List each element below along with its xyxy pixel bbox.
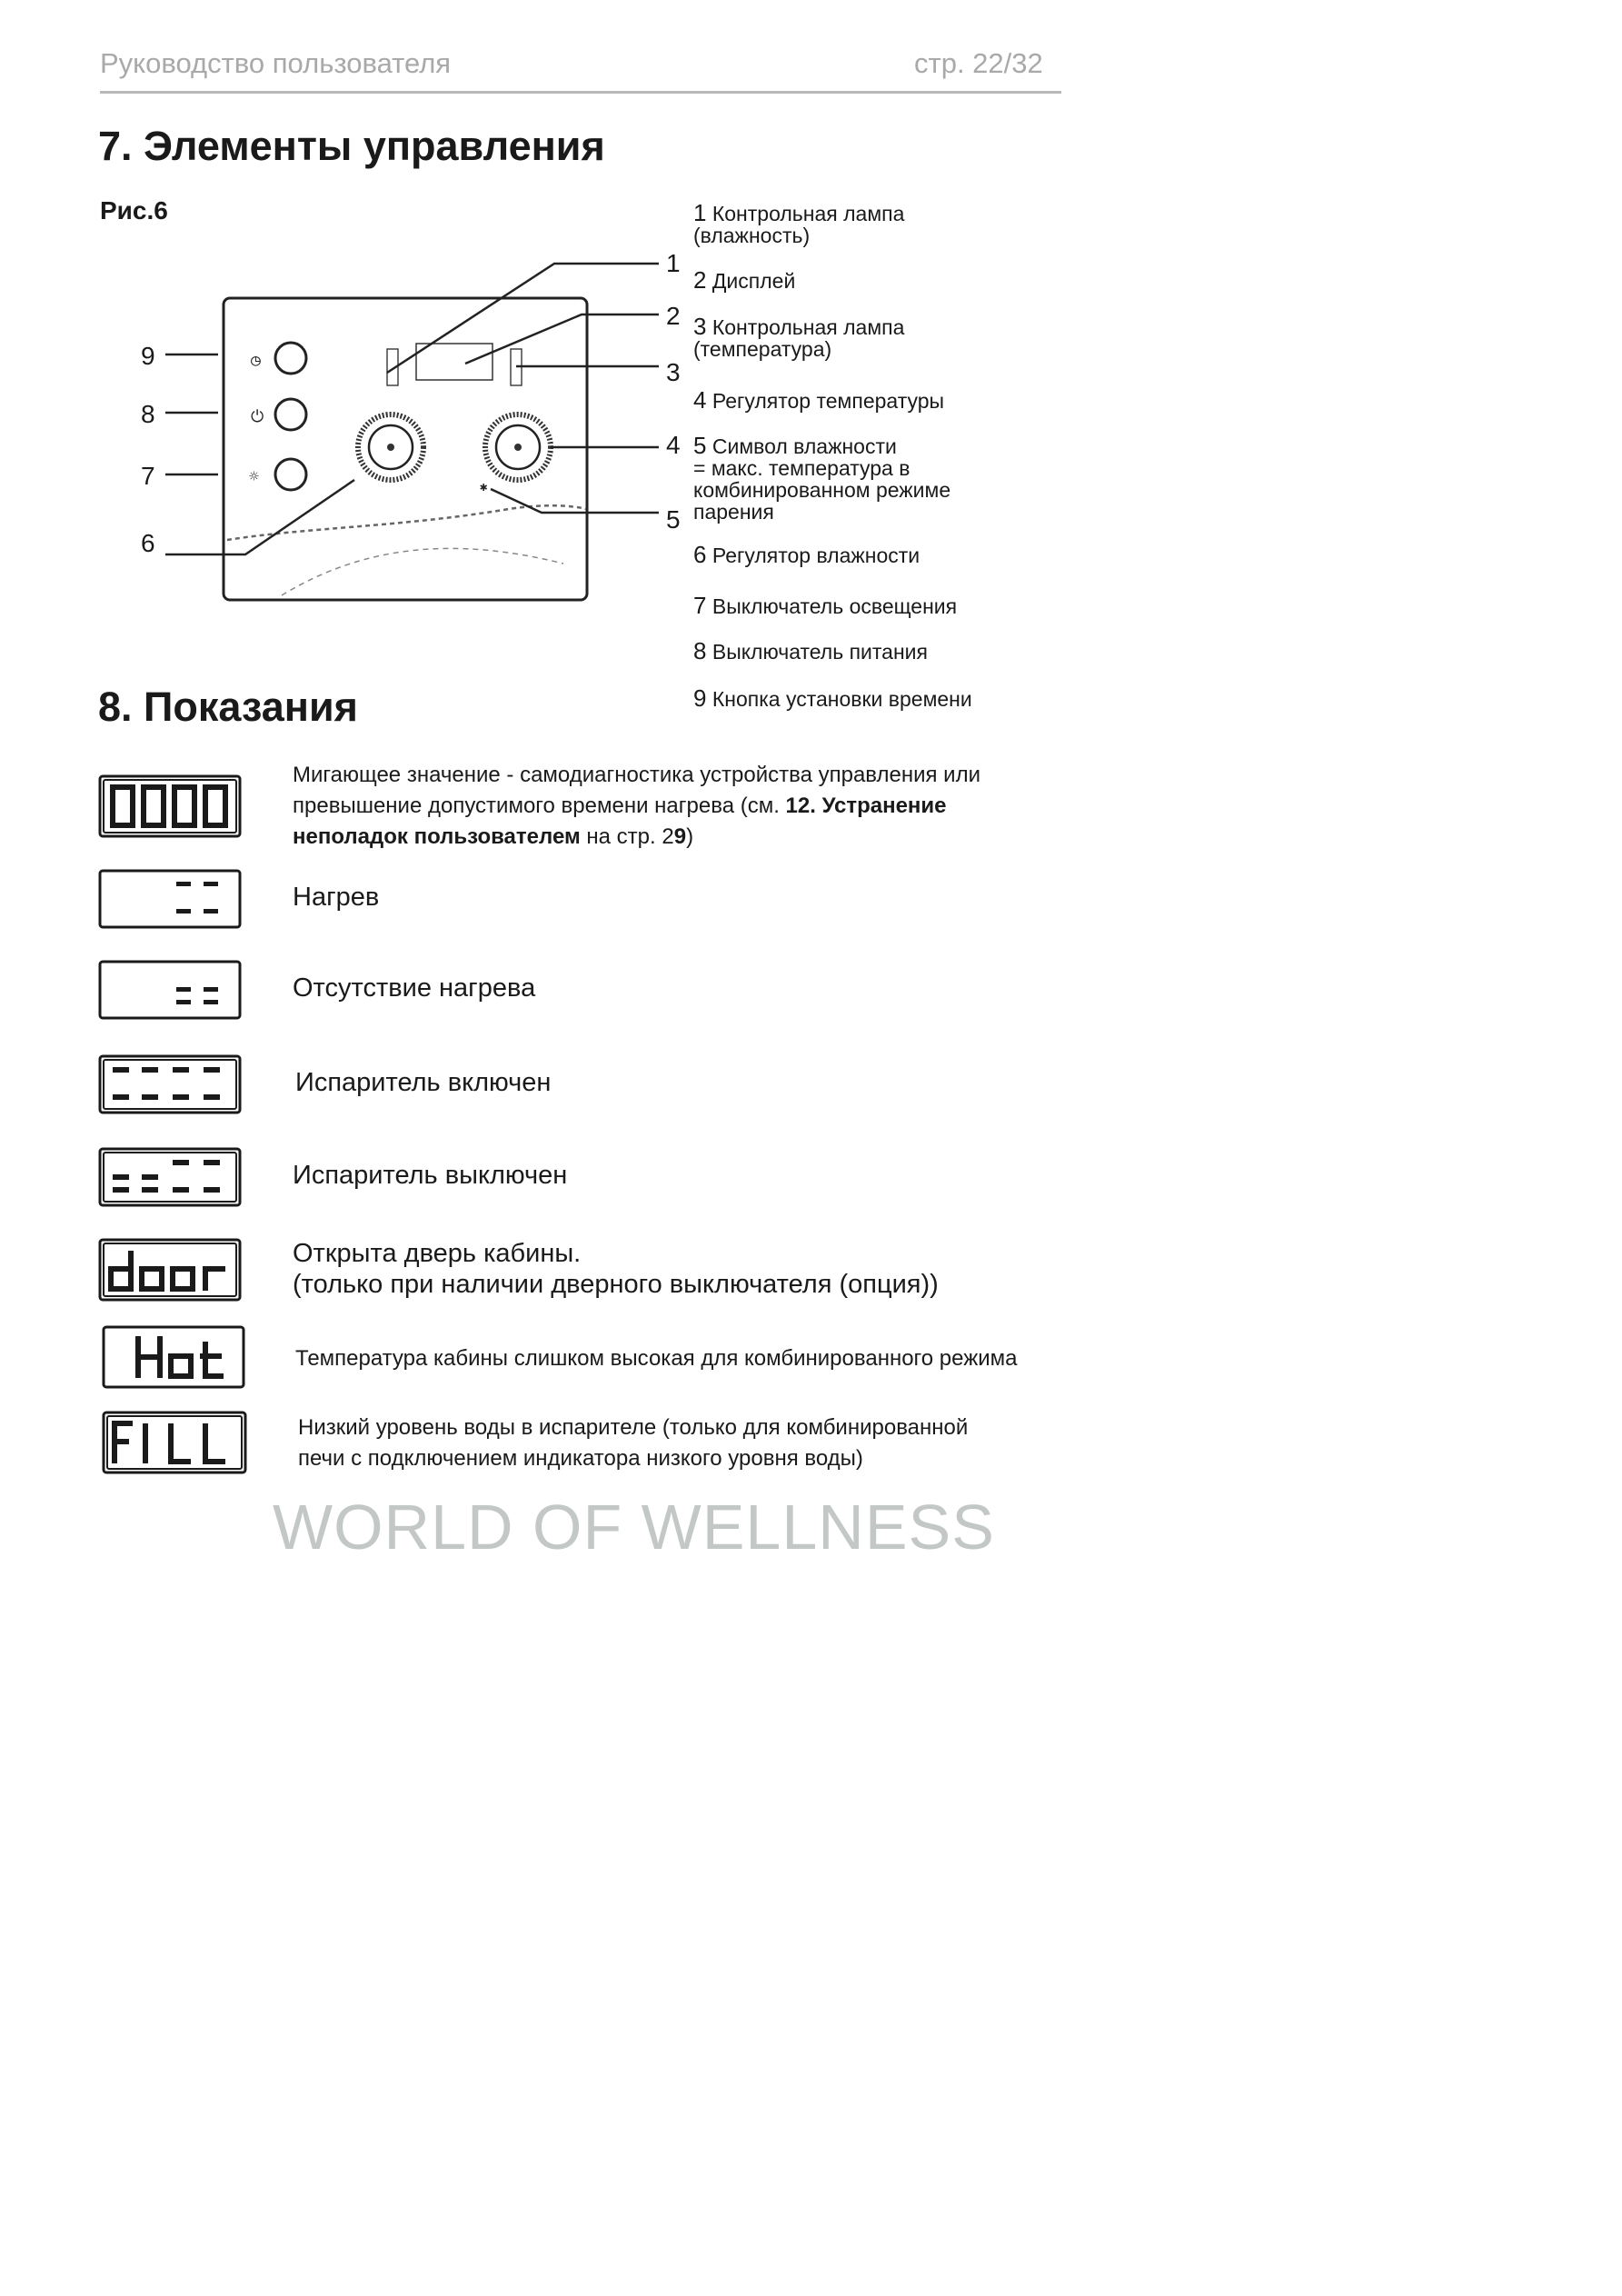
figure-label: Рис.6 xyxy=(100,196,168,225)
callout-1: 1 xyxy=(666,249,681,277)
display-description-fill: Низкий уровень воды в испарителе (только для комбинированной печи с подключением индикатора низкого уровня воды) xyxy=(298,1415,969,1471)
display-description-hot: Температура кабины слишком высокая для комбинированного режима xyxy=(295,1346,1018,1371)
callout-3: 3 xyxy=(666,358,681,386)
display-glyph-hot xyxy=(102,1325,245,1389)
watermark: WORLD OF WELLNESS xyxy=(273,1492,995,1562)
callout-6: 6 xyxy=(141,529,155,557)
legend-item-7: 7 Выключатель освещения xyxy=(693,592,958,619)
humidity-symbol-icon: ✱ xyxy=(480,480,488,494)
legend-item-5: 5 Символ влажности = макс. температура в комбинированном режиме парения xyxy=(693,432,951,524)
legend-item-4: 4 Регулятор температуры xyxy=(693,386,945,414)
legend-item-3: 3 Контрольная лампа (температура) xyxy=(693,313,905,361)
humidity-knob xyxy=(358,414,423,480)
temperature-knob xyxy=(485,414,551,480)
display-description-evaporator-on: Испаритель включен xyxy=(295,1068,552,1097)
display-glyph-fill xyxy=(102,1411,247,1474)
svg-text:☼: ☼ xyxy=(249,467,259,486)
display-description-evaporator-off: Испаритель выключен xyxy=(293,1161,568,1190)
display-description-0000: Мигающее значение - самодиагностика устройства управления или превышение допустимого времени нагрева (см. 12. Устранение неполадок пользователем на стр. 29) xyxy=(293,763,980,849)
display-glyph-0000 xyxy=(98,774,242,838)
callout-8: 8 xyxy=(141,400,155,428)
svg-text:⏻: ⏻ xyxy=(251,407,264,426)
callout-9: 9 xyxy=(141,342,155,370)
legend-item-8: 8 Выключатель питания xyxy=(693,637,928,664)
callout-5: 5 xyxy=(666,505,681,534)
callout-7: 7 xyxy=(141,462,155,490)
display-glyph-evaporator-off xyxy=(98,1147,242,1207)
legend-item-1: 1 Контрольная лампа (влажность) xyxy=(693,199,905,247)
display-glyph-evaporator-on xyxy=(98,1054,242,1114)
header-divider xyxy=(100,91,1061,94)
section-7-title: 7. Элементы управления xyxy=(98,123,605,169)
section-8-title: 8. Показания xyxy=(98,684,358,730)
svg-text:◷: ◷ xyxy=(251,351,261,370)
display-glyph-door xyxy=(98,1238,242,1302)
legend-item-9: 9 Кнопка установки времени xyxy=(693,684,972,712)
display-description-door: Открыта дверь кабины. (только при наличии дверного выключателя (опция)) xyxy=(293,1239,939,1299)
callout-4: 4 xyxy=(666,431,681,459)
legend-item-2: 2 Дисплей xyxy=(693,266,796,294)
callout-2: 2 xyxy=(666,302,681,330)
display-glyph-no-heat xyxy=(98,960,242,1020)
display-description-no-heat: Отсутствие нагрева xyxy=(293,973,536,1003)
display-glyph-heat xyxy=(98,869,242,929)
control-panel-diagram xyxy=(127,236,709,609)
running-header-title: Руководство пользователя xyxy=(100,47,452,79)
display-description-heat: Нагрев xyxy=(293,883,380,912)
legend-item-6: 6 Регулятор влажности xyxy=(693,541,920,568)
page-number: стр. 22/32 xyxy=(914,47,1043,79)
